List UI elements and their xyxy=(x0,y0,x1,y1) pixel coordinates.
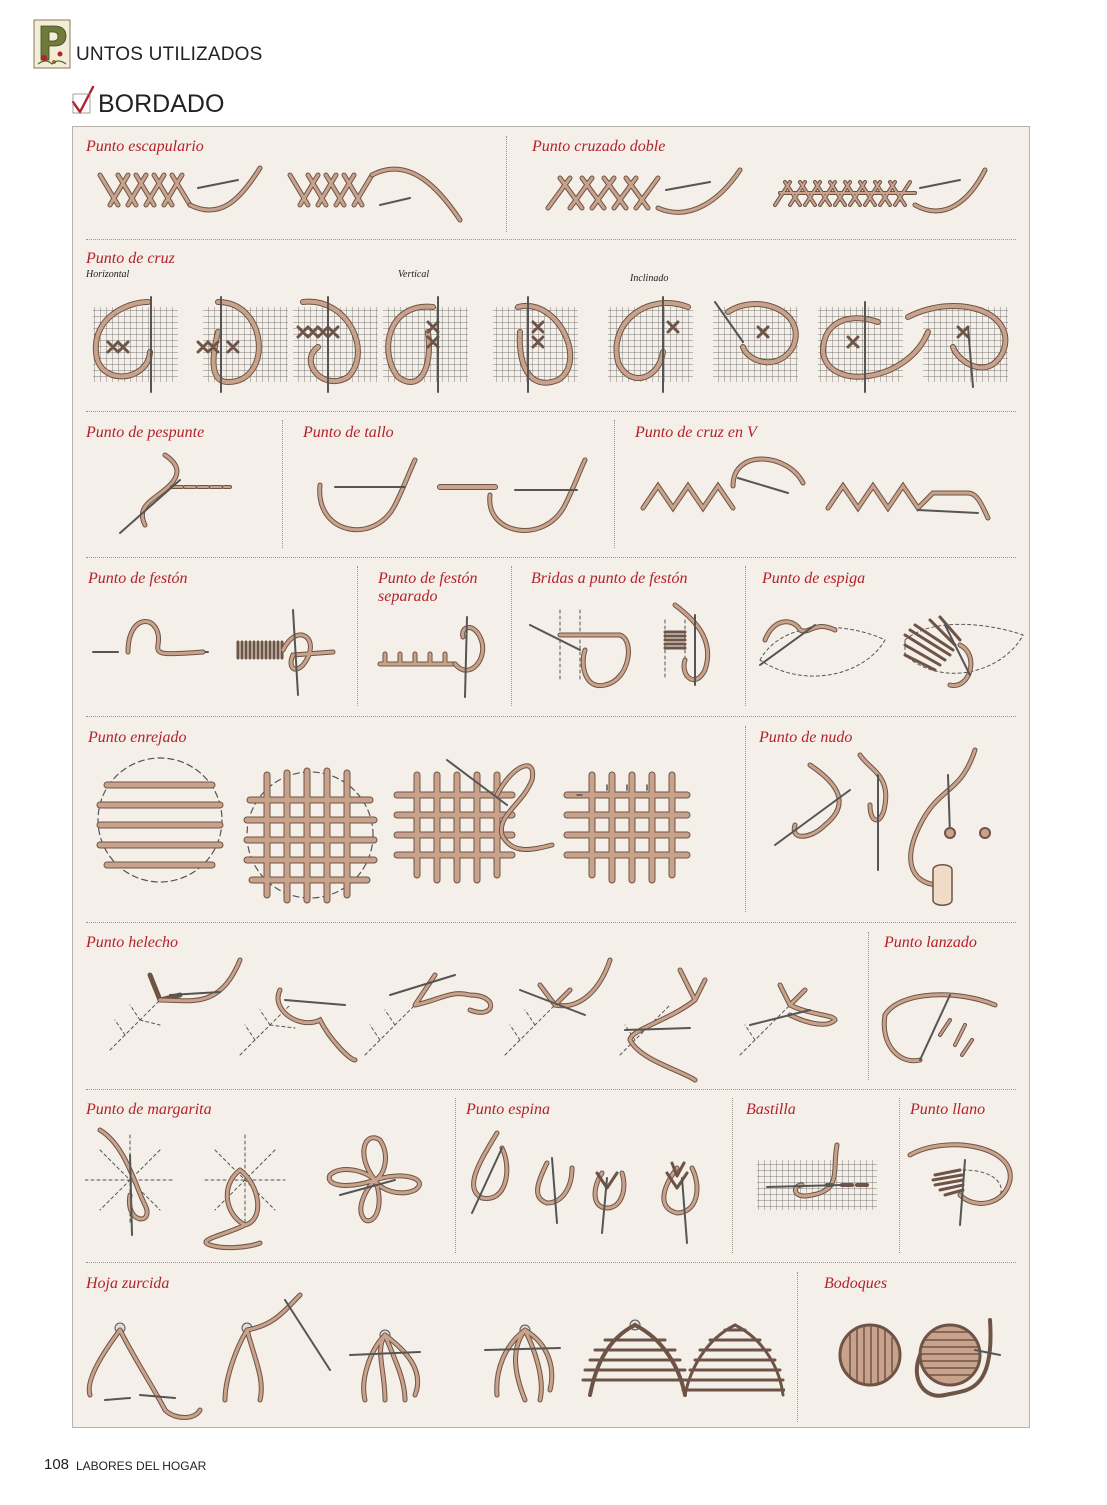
page-header-title: UNTOS UTILIZADOS xyxy=(76,44,263,65)
illustration-punto-helecho xyxy=(100,950,860,1085)
check-mark-icon xyxy=(70,84,96,116)
column-divider xyxy=(455,1098,456,1253)
row-divider xyxy=(86,557,1016,558)
page-number: 108 xyxy=(44,1456,70,1473)
illustration-bridas-a-punto-de-feston xyxy=(525,600,740,700)
illustration-punto-enrejado xyxy=(92,755,712,910)
label-bridas-a-punto-de-feston: Bridas a punto de festón xyxy=(531,570,688,587)
illustration-punto-espina xyxy=(462,1128,722,1248)
label-bastilla: Bastilla xyxy=(746,1101,796,1118)
label-punto-de-espiga: Punto de espiga xyxy=(762,570,866,587)
illustration-bodoques xyxy=(835,1310,1005,1410)
illustration-punto-de-tallo xyxy=(315,455,605,540)
column-divider xyxy=(511,566,512,706)
label-punto-enrejado: Punto enrejado xyxy=(88,729,187,746)
sublabel-vertical: Vertical xyxy=(398,269,430,280)
column-divider xyxy=(797,1272,798,1422)
column-divider xyxy=(745,566,746,706)
label-punto-de-pespunte: Punto de pespunte xyxy=(86,424,205,441)
row-divider xyxy=(86,1089,1016,1090)
decorative-initial-p xyxy=(32,18,72,70)
illustration-punto-escapulario xyxy=(90,160,490,230)
label-punto-llano: Punto llano xyxy=(910,1101,986,1118)
label-punto-de-cruz: Punto de cruz xyxy=(86,250,175,267)
sublabel-horizontal: Horizontal xyxy=(86,269,130,280)
column-divider xyxy=(899,1098,900,1253)
row-divider xyxy=(86,239,1016,240)
label-hoja-zurcida: Hoja zurcida xyxy=(86,1275,170,1292)
column-divider xyxy=(745,726,746,912)
label-punto-lanzado: Punto lanzado xyxy=(884,934,977,951)
column-divider xyxy=(506,136,507,232)
column-divider xyxy=(732,1098,733,1253)
illustration-punto-de-cruz-en-v xyxy=(638,448,1000,533)
label-punto-de-margarita: Punto de margarita xyxy=(86,1101,212,1118)
section-title: BORDADO xyxy=(98,90,225,118)
column-divider xyxy=(357,566,358,706)
magazine-name: LABORES DEL HOGAR xyxy=(76,1459,207,1473)
illustration-punto-llano xyxy=(905,1135,1020,1235)
row-divider xyxy=(86,411,1016,412)
column-divider xyxy=(282,420,283,548)
illustration-punto-cruzado-doble xyxy=(540,160,1000,230)
sublabel-inclinado: Inclinado xyxy=(630,273,669,284)
illustration-bastilla xyxy=(752,1140,882,1240)
illustration-punto-de-nudo xyxy=(770,745,1000,910)
label-punto-de-feston-separado-line2: separado xyxy=(378,588,438,605)
label-punto-escapulario: Punto escapulario xyxy=(86,138,204,155)
label-punto-de-feston-separado-line1: Punto de festón xyxy=(378,570,478,587)
row-divider xyxy=(86,1262,1016,1263)
label-punto-de-nudo: Punto de nudo xyxy=(759,729,853,746)
illustration-punto-de-margarita xyxy=(85,1125,450,1255)
illustration-punto-de-espiga xyxy=(755,605,1025,695)
illustration-punto-lanzado xyxy=(880,985,1005,1070)
column-divider xyxy=(614,420,615,548)
illustration-punto-de-pespunte xyxy=(110,445,250,540)
label-punto-helecho: Punto helecho xyxy=(86,934,178,951)
illustration-hoja-zurcida xyxy=(85,1290,785,1425)
label-punto-de-feston: Punto de festón xyxy=(88,570,188,587)
label-punto-de-cruz-en-v: Punto de cruz en V xyxy=(635,424,757,441)
label-bodoques: Bodoques xyxy=(824,1275,888,1292)
label-punto-cruzado-doble: Punto cruzado doble xyxy=(532,138,666,155)
row-divider xyxy=(86,716,1016,717)
label-punto-espina: Punto espina xyxy=(466,1101,550,1118)
column-divider xyxy=(868,932,869,1080)
row-divider xyxy=(86,922,1016,923)
illustration-punto-de-feston-separado xyxy=(375,612,500,702)
illustration-punto-de-cruz xyxy=(88,292,1018,402)
label-punto-de-tallo: Punto de tallo xyxy=(303,424,394,441)
illustration-punto-de-feston xyxy=(88,600,348,700)
